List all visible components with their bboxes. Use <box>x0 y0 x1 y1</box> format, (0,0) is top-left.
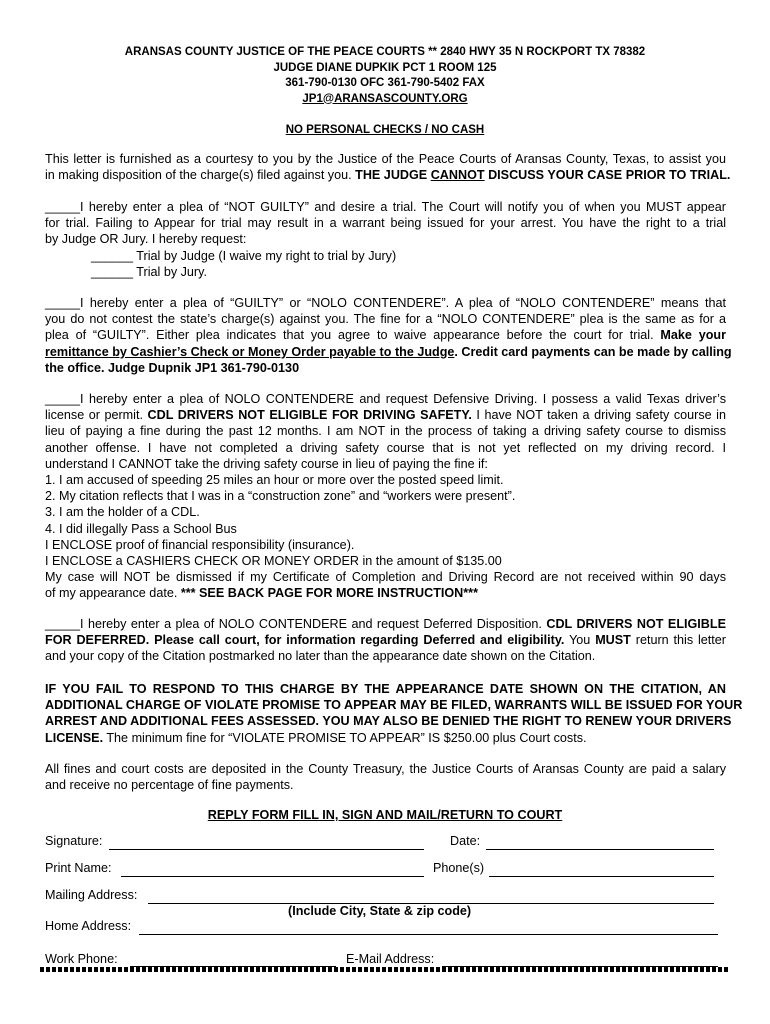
plea-line: understand I CANNOT take the driving safety course in lieu of paying the fine if: <box>45 456 488 471</box>
plea-line: _____I hereby enter a plea of NOLO CONTENDERE and request Deferred Disposition. CDL DRIVERS NOT ELIGIBLE <box>45 617 726 631</box>
treasury-paragraph <box>45 761 726 793</box>
plea-line: license or permit. CDL DRIVERS NOT ELIGIBLE FOR DRIVING SAFETY. I have NOT taken a driving safety course in <box>45 408 726 423</box>
home-address-field[interactable] <box>139 934 718 935</box>
plea-line: plea of “GUILTY”. Either plea indicates that you agree to waive appearance before the court for trial. Make your <box>45 328 727 343</box>
trial-by-jury-option[interactable]: ______ Trial by Jury. <box>91 264 207 279</box>
plea-line: remittance by Cashier’s Check or Money Order payable to the Judge. Credit card payments can be made by calling <box>45 344 732 359</box>
plea-line: and your copy of the Citation postmarked no later than the appearance date shown on the Citation. <box>45 649 596 664</box>
phone-label: Phone(s) <box>433 861 485 875</box>
condition-item: 1. I am accused of speeding 25 miles an hour or more over the posted speed limit. <box>45 473 504 488</box>
email-address-label: E-Mail Address: <box>346 952 435 966</box>
mailing-address-label: Mailing Address: <box>45 888 138 902</box>
not-guilty-plea-section <box>45 199 726 280</box>
warning-line: ARREST AND ADDITIONAL FEES ASSESSED. YOU MAY ALSO BE DENIED THE RIGHT TO RENEW YOUR DRIVERS <box>45 714 732 729</box>
court-name-address: ARANSAS COUNTY JUSTICE OF THE PEACE COURTS ** 2840 HWY 35 N ROCKPORT TX 78382 <box>124 46 646 58</box>
condition-item: 2. My citation reflects that I was in a “construction zone” and “workers were present”. <box>45 489 516 504</box>
payment-notice: NO PERSONAL CHECKS / NO CASH <box>285 124 485 136</box>
plea-line: you do not contest the state’s charge(s) against you. The fine for a “NOLO CONTENDERE” plea is the same as for a <box>45 312 726 327</box>
reply-form-title: REPLY FORM FILL IN, SIGN AND MAIL/RETURN TO COURT <box>207 808 563 822</box>
warning-line: LICENSE. The minimum fine for “VIOLATE PROMISE TO APPEAR” IS $250.00 plus Court costs. <box>45 730 587 745</box>
treasury-line: All fines and court costs are deposited in the County Treasury, the Justice Courts of Aransas County are paid a salary <box>45 762 726 776</box>
plea-line: _____I hereby enter a plea of “NOT GUILTY” and desire a trial. The Court will notify you of when you MUST appear <box>45 200 726 214</box>
judge-name: JUDGE DIANE DUPKIK PCT 1 ROOM 125 <box>273 61 497 74</box>
warning-line: ADDITIONAL CHARGE OF VIOLATE PROMISE TO APPEAR MAY BE FILED, WARRANTS WILL BE ISSUED FOR YOUR <box>45 698 743 713</box>
defensive-driving-section <box>45 391 726 602</box>
date-label: Date: <box>450 834 481 848</box>
work-phone-label: Work Phone: <box>45 952 118 966</box>
phone-field[interactable] <box>489 876 714 877</box>
print-name-field[interactable] <box>121 876 424 877</box>
home-address-label: Home Address: <box>45 919 132 933</box>
intro-line: This letter is furnished as a courtesy to you by the Justice of the Peace Courts of Aransas County, Texas, to assist you <box>45 152 726 166</box>
condition-item: 4. I did illegally Pass a School Bus <box>45 521 237 536</box>
plea-line: by Judge OR Jury. I hereby request: <box>45 232 247 247</box>
cut-line-border <box>40 967 730 972</box>
warning-line: IF YOU FAIL TO RESPOND TO THIS CHARGE BY THE APPEARANCE DATE SHOWN ON THE CITATION, AN <box>45 682 726 696</box>
plea-line: another offense. I have not completed a driving safety course that is not yet reflected on my driving record. I <box>45 440 726 455</box>
plea-line: _____I hereby enter a plea of NOLO CONTENDERE and request Defensive Driving. I possess a valid Texas driver’s <box>45 392 726 406</box>
failure-to-respond-warning <box>45 681 743 746</box>
court-phone-fax: 361-790-0130 OFC 361-790-5402 FAX <box>285 77 485 89</box>
date-field[interactable] <box>486 849 714 850</box>
enclose-line: I ENCLOSE proof of financial responsibility (insurance). <box>45 537 355 552</box>
plea-line: for trial. Failing to Appear for trial may result in a warrant being issued for your arrest. You have the right to a trial <box>45 216 726 231</box>
treasury-line: and receive no percentage of fine payments. <box>45 778 294 793</box>
signature-label: Signature: <box>45 834 103 848</box>
intro-line: in making disposition of the charge(s) filed against you. THE JUDGE CANNOT DISCUSS YOUR CASE PRIOR TO TRIAL. <box>45 168 731 183</box>
enclose-line: I ENCLOSE a CASHIERS CHECK OR MONEY ORDER in the amount of $135.00 <box>45 554 502 569</box>
court-email-link[interactable]: JP1@ARANSASCOUNTY.ORG <box>302 92 468 105</box>
intro-paragraph <box>45 151 731 183</box>
plea-line: the office. Judge Dupnik JP1 361-790-0130 <box>45 360 300 375</box>
guilty-plea-section <box>45 295 732 376</box>
letterhead <box>0 45 770 107</box>
condition-item: 3. I am the holder of a CDL. <box>45 505 200 520</box>
address-format-hint: (Include City, State & zip code) <box>288 904 472 918</box>
plea-line: lieu of paying a fine during the past 12 months. I am NOT in the process of taking a driving safety course to dismiss <box>45 424 726 439</box>
deferred-disposition-section <box>45 616 726 665</box>
print-name-label: Print Name: <box>45 861 112 875</box>
dismiss-line: My case will NOT be dismissed if my Certificate of Completion and Driving Record are not received within 90 days <box>45 570 726 585</box>
signature-field[interactable] <box>109 849 424 850</box>
plea-line: FOR DEFERRED. Please call court, for information regarding Deferred and eligibility. You MUST return this letter <box>45 633 726 648</box>
plea-line: _____I hereby enter a plea of “GUILTY” or “NOLO CONTENDERE”. A plea of “NOLO CONTENDERE” means that <box>45 296 726 310</box>
trial-by-judge-option[interactable]: ______ Trial by Judge (I waive my right to trial by Jury) <box>91 248 397 263</box>
dismiss-line: of my appearance date. *** SEE BACK PAGE FOR MORE INSTRUCTION*** <box>45 586 478 601</box>
